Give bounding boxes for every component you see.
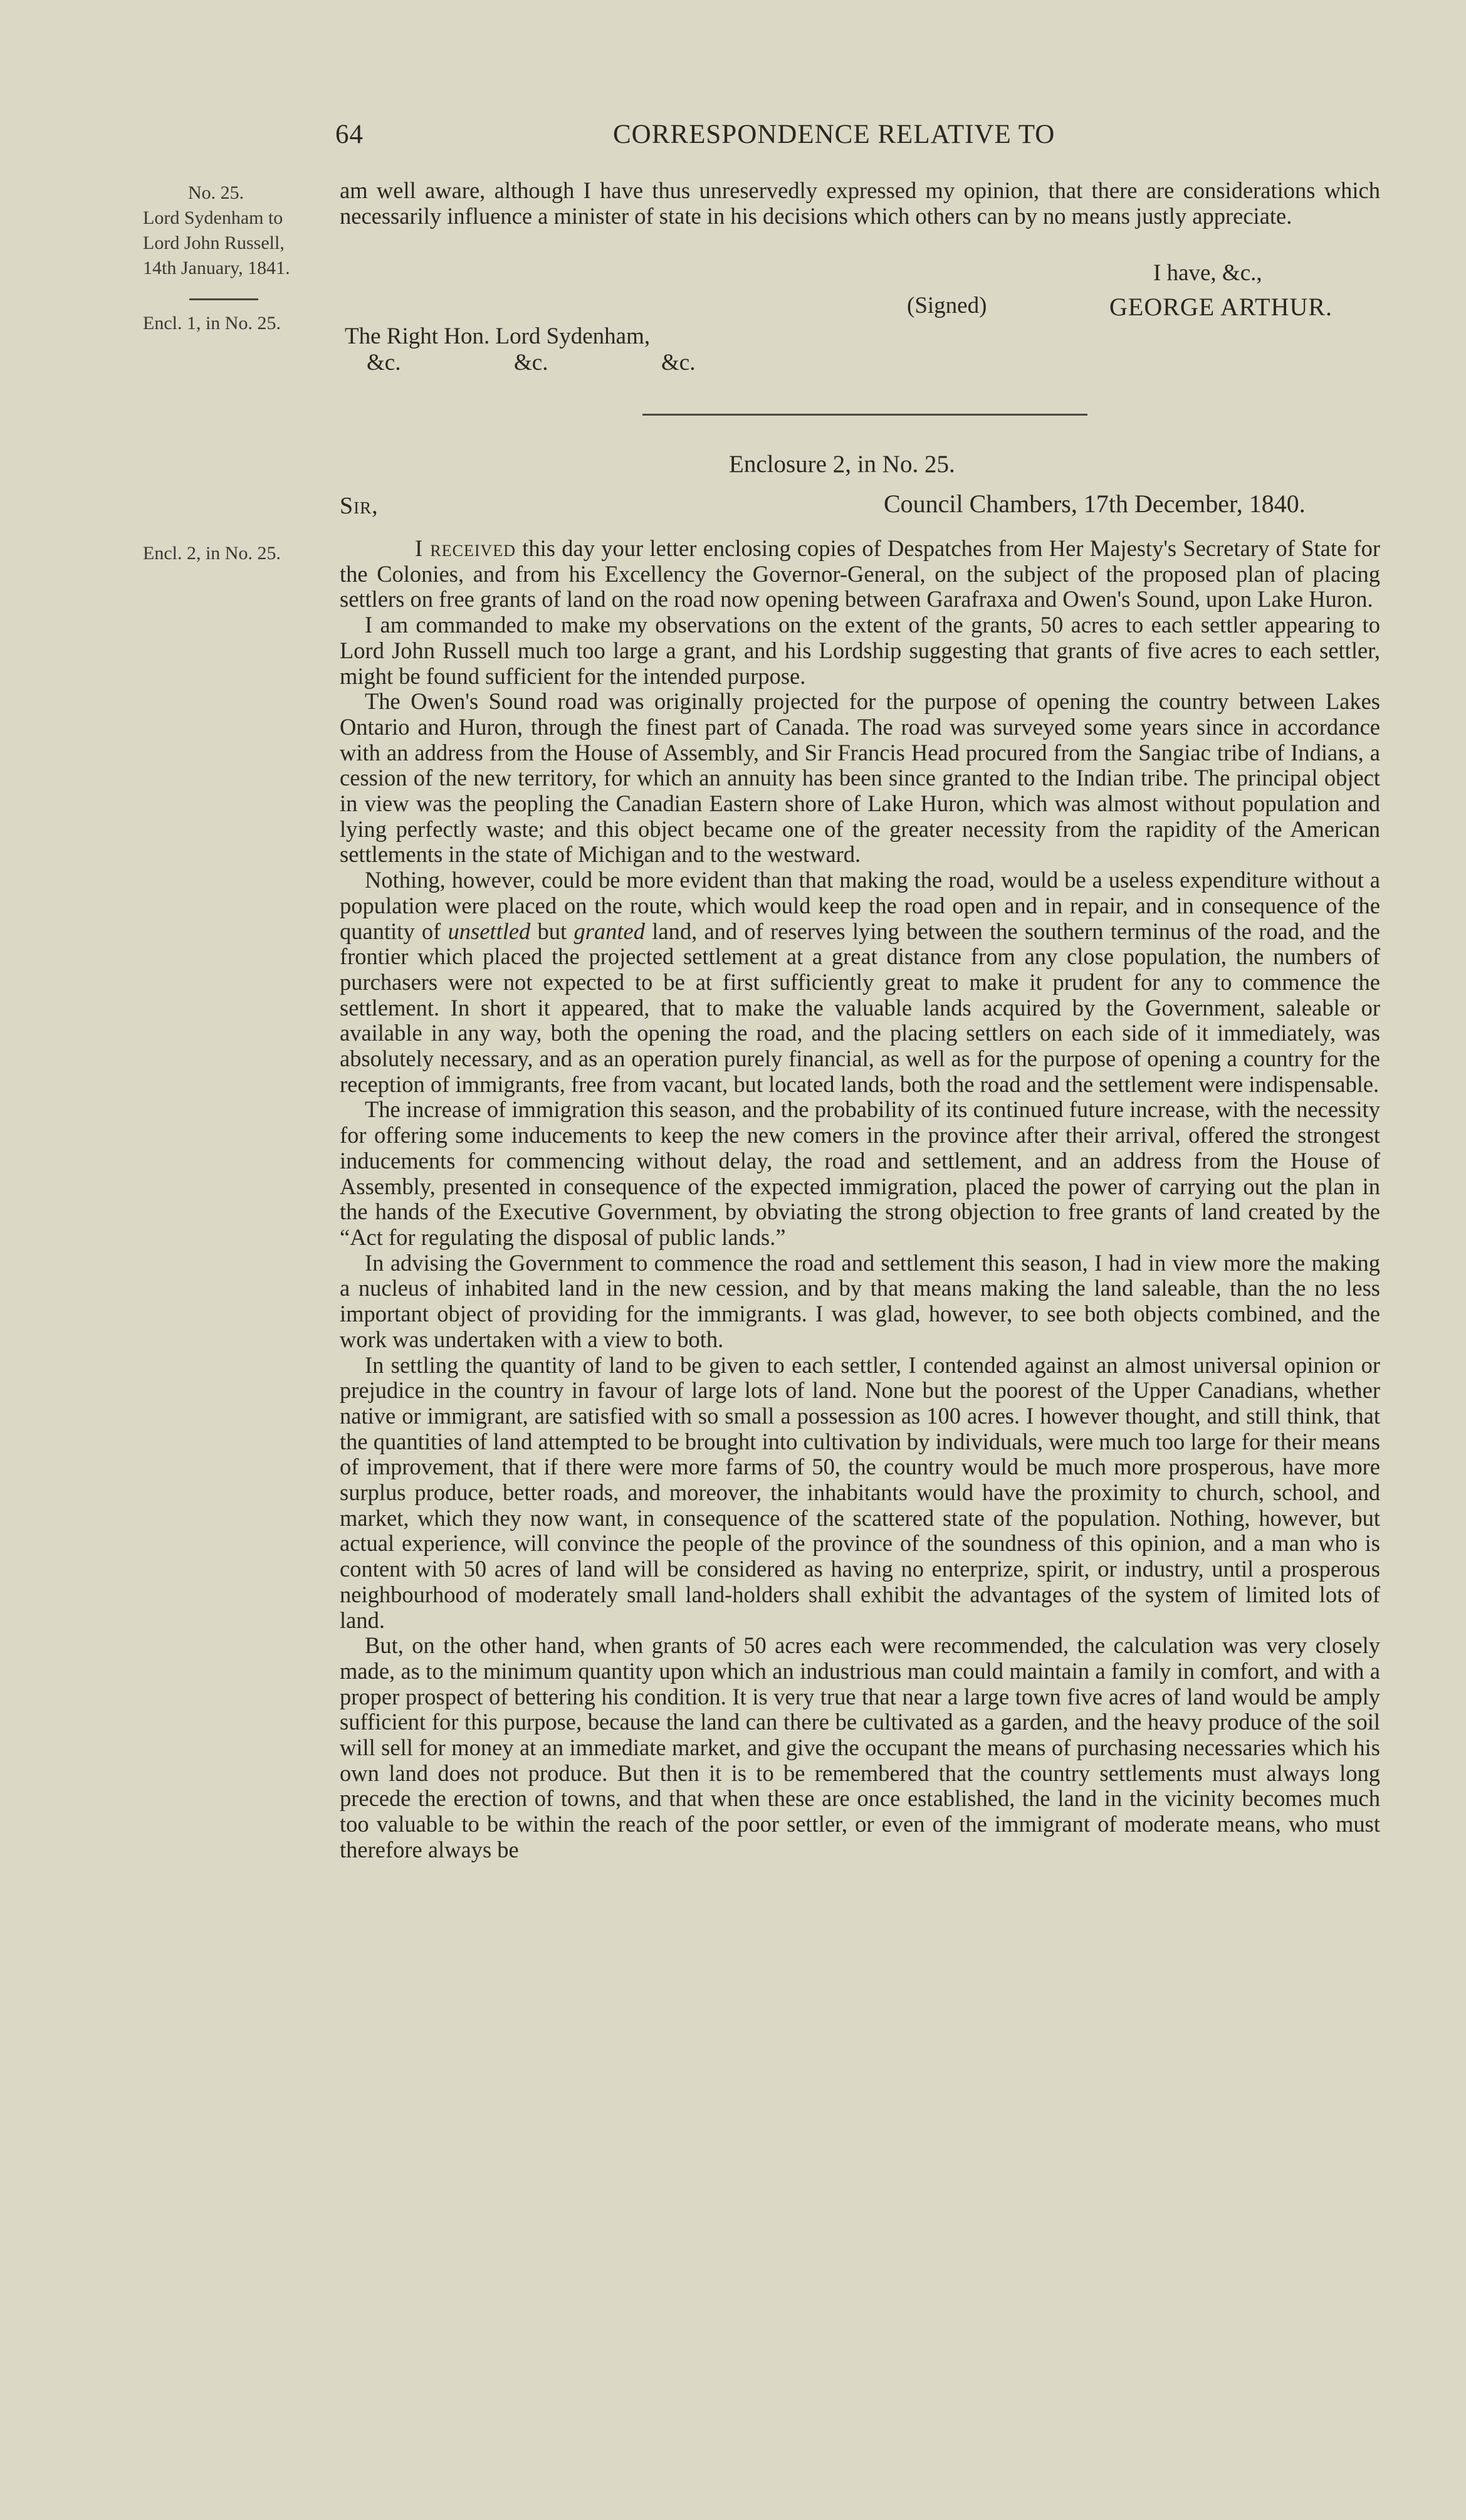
margin-note-to: Lord John Russell, (143, 233, 285, 253)
encl2-body (340, 536, 1380, 1863)
paragraph-8: But, on the other hand, when grants of 50 acres each were recommended, the calculation was very closely made, as to the minimum quantity upon which an industrious man could maintain a family in comfort, and with a proper prospect of bettering his condition. It is very true that near a large town five acres of land would be amply sufficient for this purpose, because the land can there be cultivated as a garden, and the heavy produce of the soil will sell for money at an immediate market, and give the occupant the means of purchasing necessaries which his own land does not produce. But then it is to be remembered that the country settlements must always long precede the erection of towns, and that when these are once established, the land in the vicinity becomes much too valuable to be within the reach of the poor settler, or even of the immigrant of moderate means, who must therefore always be (340, 1632, 1380, 1862)
margin-note-date: 14th January, 1841. (143, 258, 290, 278)
dateline: Council Chambers, 17th December, 1840. (884, 490, 1306, 518)
paragraph-1-lead: I received (415, 535, 516, 561)
margin-note-from: Lord Sydenham to (143, 207, 283, 228)
addressee-etc-2: &c. (514, 350, 548, 375)
encl1-body (340, 178, 1380, 229)
emphasis-granted: granted (573, 918, 645, 944)
signed-label: (Signed) (907, 293, 987, 318)
encl1-closing: I have, &c., (1153, 260, 1262, 286)
margin-note-correspondents (143, 206, 290, 281)
enclosure-title: Enclosure 2, in No. 25. (729, 451, 955, 478)
encl1-paragraph: am well aware, although I have thus unreservedly expressed my opinion, that there are considerations which necessarily influence a minister of state in his decisions which others can by no means justly appreciate. (340, 177, 1380, 229)
paragraph-6: In advising the Government to commence the road and settlement this season, I had in view more the making a nucleus of inhabited land in the new cession, and by that means making the land saleable, than the no less important object of providing for the immigrants. I was glad, however, to see both objects combined, and the work was undertaken with a view to both. (340, 1249, 1380, 1352)
section-divider (642, 414, 1087, 416)
addressee-etc-3: &c. (661, 350, 696, 375)
margin-note-number: No. 25. (188, 182, 244, 203)
paragraph-2: I am commanded to make my observations on the extent of the grants, 50 acres to each settler appearing to Lord John Russell much too large a grant, and his Lordship suggesting that grants of five acres to each settler, might be found sufficient for the intended purpose. (340, 612, 1380, 689)
margin-note-encl2: Encl. 2, in No. 25. (143, 543, 281, 564)
margin-note-encl1: Encl. 1, in No. 25. (143, 313, 281, 333)
signatory: GEORGE ARTHUR. (1109, 293, 1333, 321)
paragraph-1 (340, 536, 1380, 612)
addressee: The Right Hon. Lord Sydenham, (345, 323, 651, 349)
salutation: Sir, (340, 493, 379, 519)
paragraph-5: The increase of immigration this season, and the probability of its continued future increase, with the necessity for offering some inducements to keep the new comers in the province after their arrival, offered the strongest inducements for commencing without delay, the road and settlement, and an address from the House of Assembly, presented in consequence of the expected immigration, placed the power of carrying out the plan in the hands of the Executive Government, by obviating the strong objection to free grants of land created by the “Act for regulating the disposal of public lands.” (340, 1096, 1380, 1250)
page-header (335, 119, 1376, 157)
paragraph-3: The Owen's Sound road was originally projected for the purpose of opening the country between Lakes Ontario and Huron, through the finest part of Canada. The road was surveyed some years since in accordance with an address from the House of Assembly, and Sir Francis Head procured from the Sangiac tribe of Indians, a cession of the new territory, for which an annuity has been since granted to the Indian tribe. The principal object in view was the peopling the Canadian Eastern shore of Lake Huron, which was almost without population and lying perfectly waste; and this object became one of the greater necessity from the rapidity of the American settlements in the state of Michigan and to the westward. (340, 688, 1380, 868)
paragraph-7: In settling the quantity of land to be given to each settler, I contended against an almost universal opinion or prejudice in the country in favour of large lots of land. None but the poorest of the Upper Canadians, whether native or immigrant, are satisfied with so small a possession as 100 acres. I however thought, and still think, that the quantities of land attempted to be brought into cultivation by individuals, were much too large for their means of improvement, that if there were more farms of 50, the country would be much more prosperous, have more surplus produce, better roads, and moreover, the inhabitants would have the proximity to church, school, and market, which they now want, in consequence of the scattered state of the population. Nothing, however, but actual experience, will convince the people of the province of the soundness of this opinion, and a man who is content with 50 acres of land will be considered as having no enterprize, spirit, or industry, until a prosperous neighbourhood of moderately small land-holders shall exhibit the advantages of the system of limited lots of land. (340, 1352, 1380, 1633)
page-number: 64 (335, 120, 364, 149)
running-title: CORRESPONDENCE RELATIVE TO (613, 120, 1055, 149)
addressee-etc-1: &c. (367, 350, 401, 375)
margin-divider (189, 298, 258, 300)
emphasis-unsettled: unsettled (448, 918, 531, 944)
paragraph-4: Nothing, however, could be more evident than that making the road, would be a useless expenditure without a population were placed on the route, which would keep the road open and in repair, and in consequence of the quantity of unsettled but granted land, and of reserves lying between the southern terminus of the road, and the frontier which placed the projected settlement at a great distance from any close population, the numbers of purchasers were not expected to be at first sufficiently great to make it prudent for any to commence the settlement. In short it appeared, that to make the valuable lands acquired by the Government, saleable or available in any way, both the opening the road, and the placing settlers on each side of it immediately, was absolutely necessary, and as an operation purely financial, as well as for the purpose of opening a country for the reception of immigrants, free from vacant, but located lands, both the road and the settlement were indispensable. (340, 867, 1380, 1097)
paragraph-1-text: this day your letter enclosing copies of Despatches from Her Majesty's Secretary of State for the Colonies, and from his Excellency the Governor-General, on the subject of the proposed plan of placing settlers on free grants of land on the road now opening between Garafraxa and Owen's Sound, upon Lake Huron. (340, 535, 1380, 612)
